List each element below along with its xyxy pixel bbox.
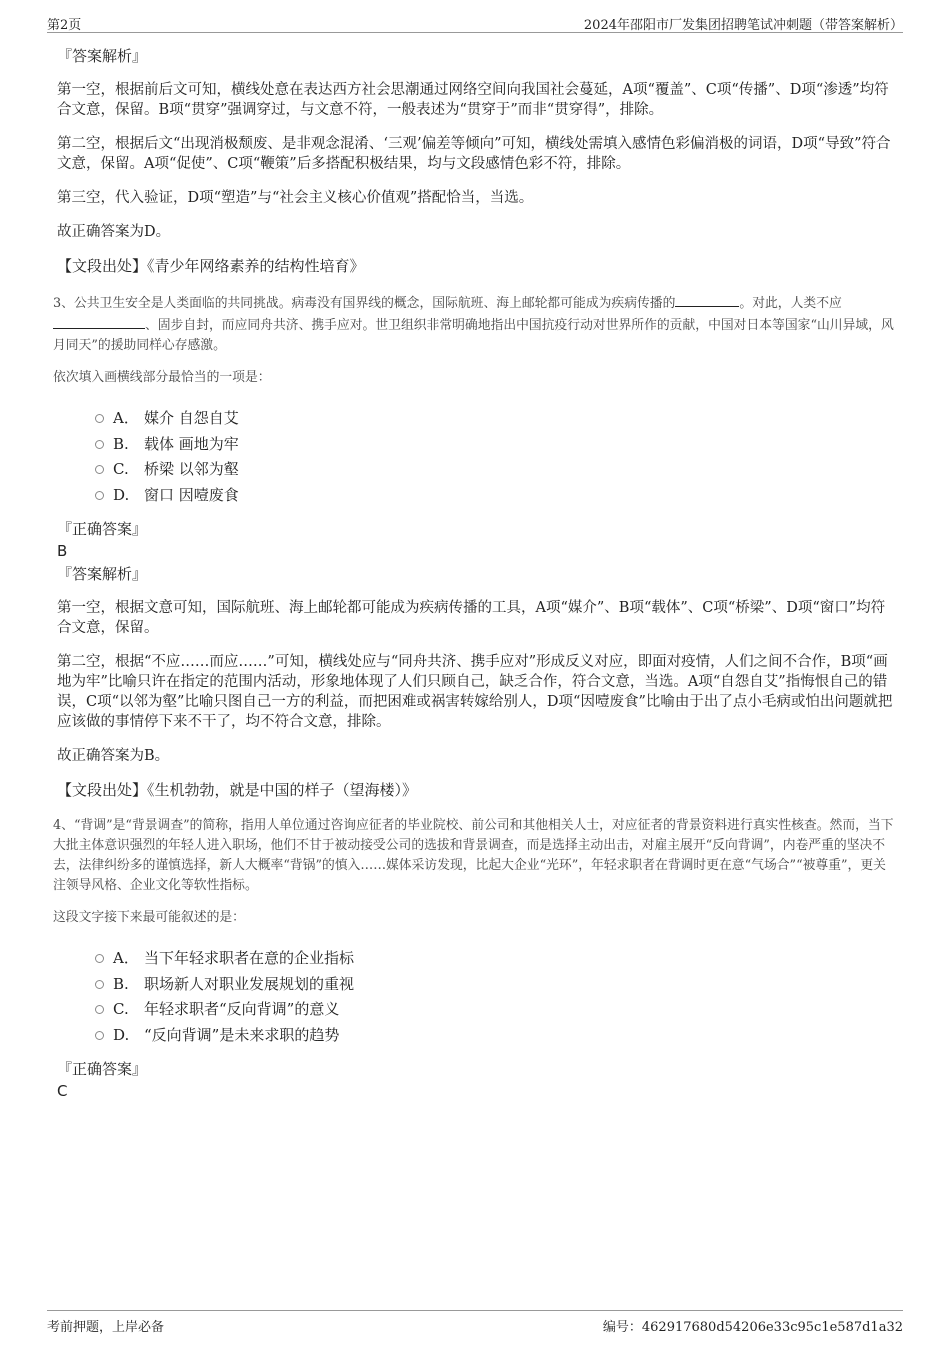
radio-icon[interactable] — [95, 1005, 104, 1014]
fill-blank-1 — [675, 292, 739, 307]
option-text: 窗口 因噎废食 — [144, 485, 239, 504]
radio-icon[interactable] — [95, 414, 104, 423]
option-letter: C. — [113, 1000, 129, 1019]
radio-icon[interactable] — [95, 465, 104, 474]
option-text: “反向背调”是未来求职的趋势 — [144, 1025, 340, 1044]
page-number: 第2页 — [47, 18, 82, 33]
radio-icon[interactable] — [95, 954, 104, 963]
question-3-text-part: 。对此，人类不应 — [739, 296, 842, 311]
analysis-paragraph: 第二空，根据“不应……而应……”可知，横线处应与“同舟共济、携手应对”形成反义对应，即面对疫情，人们之间不合作，B项“画地为牢”比喻只许在指定的范围内活动，形象地体现了人们只顾自己，缺乏合作，符合文意，当选。A项“自怨自艾”指悔恨自己的错误，C项“以邻为壑”比喻只图自己一方的利益，而把困难或祸害转嫁给别人，D项“因噎废食”比喻由于出了点小毛病或怕出问题就把应该做的事情停下来不干了，均不符合文意，排除。 — [57, 654, 893, 730]
analysis-paragraph: 第一空，根据前后文可知，横线处意在表达西方社会思潮通过网络空间向我国社会蔓延，A项“覆盖”、C项“传播”、D项“渗透”均符合文意，保留。B项“贯穿”强调穿过，与文意不符，一般表述为“贯穿于”而非“贯穿得”，排除。 — [57, 82, 889, 118]
option-c[interactable] — [95, 997, 895, 1023]
question-4-text: 4、“背调”是“背景调查”的简称，指用人单位通过咨询应征者的毕业院校、前公司和其他相关人士，对应征者的背景资料进行真实性核查。然而，当下大批主体意识强烈的年轻人进入职场，他们不甘于被动接受公司的选拔和背景调查，而是选择主动出击，对雇主展开“反向背调”，内卷严重的坚决不去，法律纠纷多的谨慎选择，新人大概率“背锅”的慎入……媒体采访发现，比起大企业“光环”，年轻求职者在背调时更在意“气场合”“被尊重”，更关注领导风格、企业文化等软性指标。 — [53, 818, 894, 893]
analysis-paragraph: 第三空，代入验证，D项“塑造”与“社会主义核心价值观”搭配恰当，当选。 — [57, 190, 534, 206]
conclusion-paragraph: 故正确答案为B。 — [57, 748, 170, 764]
question-4-options — [95, 946, 895, 1048]
option-c[interactable] — [95, 457, 895, 483]
radio-icon[interactable] — [95, 980, 104, 989]
fill-blank-2 — [53, 314, 145, 329]
option-d[interactable] — [95, 1023, 895, 1049]
document-title: 2024年邵阳市厂发集团招聘笔试冲刺题（带答案解析） — [583, 18, 903, 33]
analysis-label: 『答案解析』 — [57, 47, 148, 65]
question-3-text-part: 、固步自封，而应同舟共济、携手应对。世卫组织非常明确地指出中国抗疫行动对世界所作的贡献，中国对日本等国家“山川异域，风月同天”的援助同样心存感激。 — [53, 318, 894, 353]
option-letter: D. — [113, 1025, 130, 1044]
option-d[interactable] — [95, 483, 895, 509]
option-letter: B. — [113, 974, 129, 993]
footer-slogan: 考前押题，上岸必备 — [47, 1320, 165, 1335]
option-letter: A． — [113, 949, 139, 968]
radio-icon[interactable] — [95, 491, 104, 500]
option-text: 载体 画地为牢 — [144, 434, 239, 453]
question-3-text-part: 3、公共卫生安全是人类面临的共同挑战。病毒没有国界线的概念，国际航班、海上邮轮都可能成为疾病传播的 — [53, 296, 676, 311]
question-3-options — [95, 406, 895, 508]
question-3-stem: 依次填入画横线部分最恰当的一项是： — [53, 370, 271, 385]
option-b[interactable] — [95, 972, 895, 998]
document-serial: 编号：462917680d54206e33c95c1e587d1a32 — [602, 1320, 903, 1335]
analysis-paragraph: 第一空，根据文意可知，国际航班、海上邮轮都可能成为疾病传播的工具，A项“媒介”、B项“载体”、C项“桥梁”、D项“窗口”均符合文意，保留。 — [57, 600, 886, 636]
correct-answer-label: 『正确答案』 — [57, 1060, 148, 1078]
option-letter: D. — [113, 485, 130, 504]
question-4-stem: 这段文字接下来最可能叙述的是： — [53, 910, 245, 925]
page-footer — [47, 1310, 903, 1335]
page-content — [53, 46, 895, 1104]
conclusion-paragraph: 故正确答案为D。 — [57, 224, 171, 240]
option-text: 当下年轻求职者在意的企业指标 — [144, 949, 355, 968]
option-a[interactable] — [95, 946, 895, 972]
option-b[interactable] — [95, 432, 895, 458]
option-text: 年轻求职者“反向背调”的意义 — [144, 1000, 340, 1019]
option-letter: C. — [113, 460, 129, 479]
correct-answer-value: C — [57, 1082, 68, 1100]
analysis-label: 『答案解析』 — [57, 565, 148, 583]
question-3-text — [53, 292, 895, 356]
passage-source: 【文段出处】《青少年网络素养的结构性培育》 — [57, 257, 365, 275]
analysis-paragraph: 第二空，根据后文“出现消极颓废、是非观念混淆、‘三观’偏差等倾向”可知，横线处需填入感情色彩偏消极的词语，D项“导致”符合文意，保留。A项“促使”、C项“鞭策”后多搭配积极结果，均与文段感情色彩不符，排除。 — [57, 136, 891, 172]
correct-answer-label: 『正确答案』 — [57, 520, 148, 538]
page-header — [47, 10, 903, 33]
option-text: 媒介 自怨自艾 — [144, 409, 239, 428]
radio-icon[interactable] — [95, 1031, 104, 1040]
option-text: 桥梁 以邻为壑 — [144, 460, 239, 479]
correct-answer-value: B — [57, 542, 68, 560]
option-letter: B. — [113, 434, 129, 453]
radio-icon[interactable] — [95, 440, 104, 449]
option-letter: A． — [113, 409, 139, 428]
passage-source: 【文段出处】《生机勃勃，就是中国的样子（望海楼）》 — [57, 781, 418, 799]
option-a[interactable] — [95, 406, 895, 432]
option-text: 职场新人对职业发展规划的重视 — [144, 974, 355, 993]
